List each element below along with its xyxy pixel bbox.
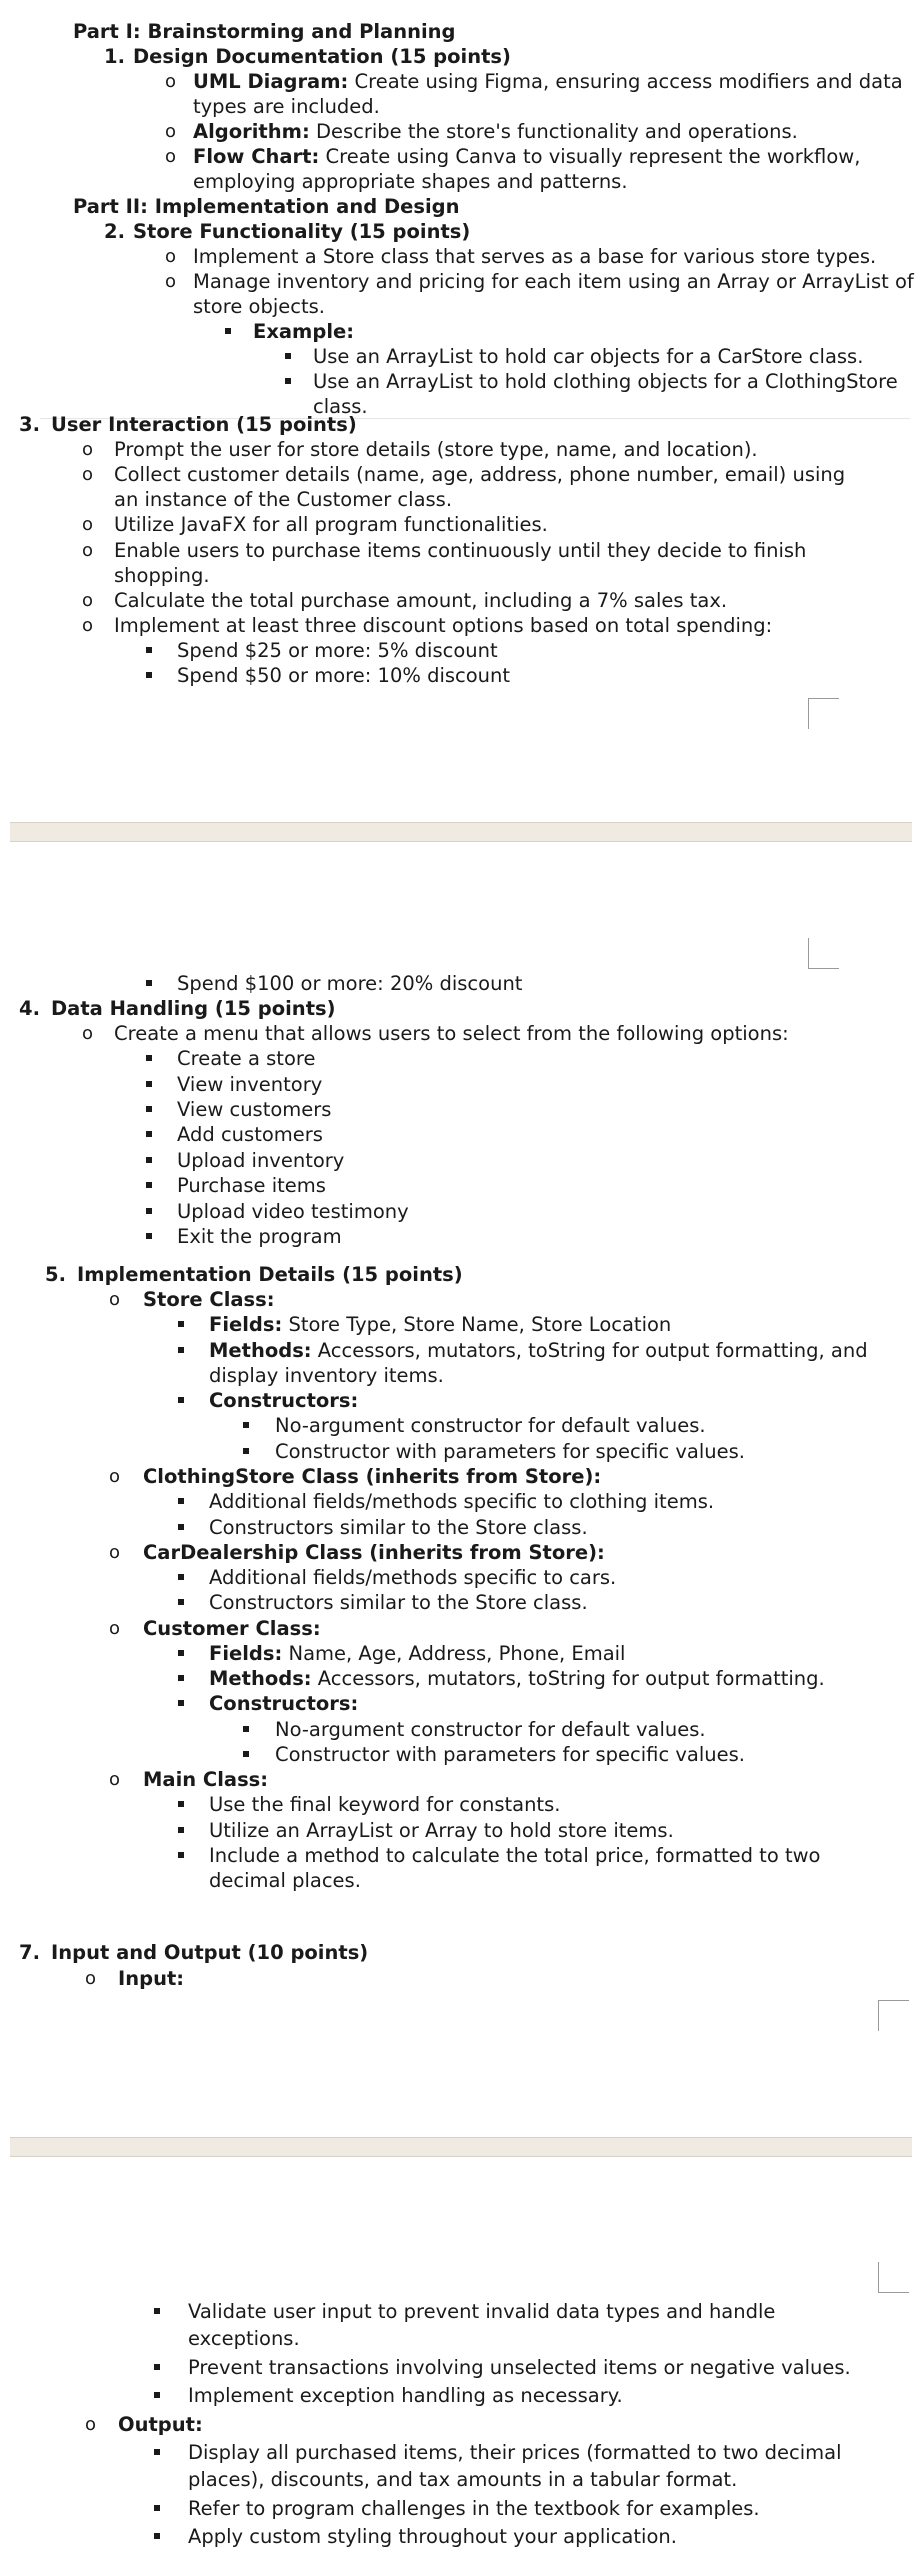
square-bullet-icon xyxy=(146,980,152,986)
page-corner-mark xyxy=(878,2000,909,2031)
square-bullet-icon xyxy=(178,1827,184,1833)
item3-number: 3. xyxy=(19,413,40,436)
square-bullet-icon xyxy=(154,2533,160,2539)
page-corner-mark xyxy=(808,938,839,969)
circle-bullet-icon: o xyxy=(82,615,94,636)
square-bullet-icon xyxy=(243,1422,249,1428)
store-param-constructor: Constructor with parameters for specific values. xyxy=(275,1440,745,1463)
circle-bullet-icon: o xyxy=(82,514,94,535)
square-bullet-icon xyxy=(146,1182,152,1188)
car-class-heading: CarDealership Class (inherits from Store): xyxy=(143,1541,605,1564)
menu-option: Create a store xyxy=(177,1047,316,1070)
part2-heading: Part II: Implementation and Design xyxy=(73,195,460,218)
customer-methods-text: Accessors, mutators, toString for output formatting. xyxy=(311,1667,825,1690)
discount-3: Spend $100 or more: 20% discount xyxy=(177,972,523,995)
square-bullet-icon xyxy=(178,1498,184,1504)
flowchart-text-cont: employing appropriate shapes and patterns. xyxy=(193,170,628,193)
circle-bullet-icon: o xyxy=(165,71,177,92)
page-break xyxy=(10,2137,912,2157)
store-noarg-constructor: No-argument constructor for default values. xyxy=(275,1414,706,1437)
circle-bullet-icon: o xyxy=(109,1769,121,1790)
customer-methods xyxy=(209,1666,825,1691)
uml-text: Create using Figma, ensuring access modifiers and data xyxy=(348,70,903,93)
part1-heading: Part I: Brainstorming and Planning xyxy=(73,20,456,43)
flowchart-item xyxy=(193,144,860,169)
user-interaction-2-cont: an instance of the Customer class. xyxy=(114,488,453,511)
methods-label: Methods: xyxy=(209,1667,312,1690)
algorithm-label: Algorithm: xyxy=(193,120,310,143)
store-fields-text: Store Type, Store Name, Store Location xyxy=(282,1313,672,1336)
square-bullet-icon xyxy=(225,328,231,334)
example-2: Use an ArrayList to hold clothing objects for a ClothingStore xyxy=(313,370,898,393)
menu-option: Exit the program xyxy=(177,1225,342,1248)
customer-fields xyxy=(209,1641,625,1666)
store-class-heading: Store Class: xyxy=(143,1288,275,1311)
circle-bullet-icon: o xyxy=(109,1542,121,1563)
square-bullet-icon xyxy=(146,1131,152,1137)
square-bullet-icon xyxy=(285,378,291,384)
page-corner-mark xyxy=(878,2262,909,2293)
main-item-1: Use the final keyword for constants. xyxy=(209,1793,561,1816)
flowchart-text: Create using Canva to visually represent the workflow, xyxy=(319,145,861,168)
user-interaction-1: Prompt the user for store details (store type, name, and location). xyxy=(114,438,758,461)
output-item-1: Display all purchased items, their prices (formatted to two decimal xyxy=(188,2441,842,2464)
user-interaction-6: Implement at least three discount options based on total spending: xyxy=(114,614,773,637)
menu-option: Add customers xyxy=(177,1123,323,1146)
customer-constructors-label: Constructors: xyxy=(209,1692,359,1715)
circle-bullet-icon: o xyxy=(82,439,94,460)
input-item-1-cont: exceptions. xyxy=(188,2327,300,2350)
store-func-1: Implement a Store class that serves as a base for various store types. xyxy=(193,245,877,268)
square-bullet-icon xyxy=(178,1700,184,1706)
car-constructors: Constructors similar to the Store class. xyxy=(209,1591,588,1614)
square-bullet-icon xyxy=(154,2308,160,2314)
item1-heading: Design Documentation (15 points) xyxy=(133,45,511,68)
input-item-2: Prevent transactions involving unselected items or negative values. xyxy=(188,2356,851,2379)
input-label: Input: xyxy=(118,1967,185,1990)
customer-fields-text: Name, Age, Address, Phone, Email xyxy=(282,1642,626,1665)
item5-heading: Implementation Details (15 points) xyxy=(77,1263,463,1286)
store-methods xyxy=(209,1338,868,1363)
circle-bullet-icon: o xyxy=(82,590,94,611)
output-item-2: Refer to program challenges in the textbook for examples. xyxy=(188,2497,760,2520)
circle-bullet-icon: o xyxy=(82,1023,94,1044)
menu-option: Upload video testimony xyxy=(177,1200,409,1223)
page-break xyxy=(10,822,912,842)
car-fields: Additional fields/methods specific to cars. xyxy=(209,1566,617,1589)
customer-param-constructor: Constructor with parameters for specific values. xyxy=(275,1743,745,1766)
clothing-fields: Additional fields/methods specific to clothing items. xyxy=(209,1490,715,1513)
circle-bullet-icon: o xyxy=(165,246,177,267)
user-interaction-5: Calculate the total purchase amount, including a 7% sales tax. xyxy=(114,589,728,612)
circle-bullet-icon: o xyxy=(109,1466,121,1487)
item5-number: 5. xyxy=(45,1263,66,1286)
menu-option: View inventory xyxy=(177,1073,323,1096)
item1-number: 1. xyxy=(104,45,125,68)
uml-text-cont: types are included. xyxy=(193,95,380,118)
square-bullet-icon xyxy=(243,1751,249,1757)
customer-noarg-constructor: No-argument constructor for default values. xyxy=(275,1718,706,1741)
square-bullet-icon xyxy=(178,1675,184,1681)
square-bullet-icon xyxy=(146,1157,152,1163)
square-bullet-icon xyxy=(154,2364,160,2370)
square-bullet-icon xyxy=(285,353,291,359)
square-bullet-icon xyxy=(178,1599,184,1605)
clothing-class-heading: ClothingStore Class (inherits from Store): xyxy=(143,1465,602,1488)
item2-number: 2. xyxy=(104,220,125,243)
fields-label: Fields: xyxy=(209,1642,283,1665)
output-label: Output: xyxy=(118,2413,203,2436)
item4-heading: Data Handling (15 points) xyxy=(51,997,336,1020)
item7-heading: Input and Output (10 points) xyxy=(51,1941,369,1964)
square-bullet-icon xyxy=(178,1801,184,1807)
circle-bullet-icon: o xyxy=(165,146,177,167)
uml-label: UML Diagram: xyxy=(193,70,349,93)
algorithm-item xyxy=(193,119,798,144)
main-item-3-cont: decimal places. xyxy=(209,1869,361,1892)
square-bullet-icon xyxy=(146,647,152,653)
discount-1: Spend $25 or more: 5% discount xyxy=(177,639,498,662)
user-interaction-2: Collect customer details (name, age, address, phone number, email) using xyxy=(114,463,846,486)
example-label: Example: xyxy=(253,320,355,343)
input-item-1: Validate user input to prevent invalid data types and handle xyxy=(188,2300,776,2323)
square-bullet-icon xyxy=(146,672,152,678)
algorithm-text: Describe the store's functionality and operations. xyxy=(309,120,798,143)
circle-bullet-icon: o xyxy=(82,464,94,485)
main-item-2: Utilize an ArrayList or Array to hold store items. xyxy=(209,1819,674,1842)
item2-heading: Store Functionality (15 points) xyxy=(133,220,471,243)
store-constructors-label: Constructors: xyxy=(209,1389,359,1412)
input-item-3: Implement exception handling as necessary. xyxy=(188,2384,623,2407)
menu-option: View customers xyxy=(177,1098,332,1121)
square-bullet-icon xyxy=(154,2449,160,2455)
menu-option: Purchase items xyxy=(177,1174,326,1197)
square-bullet-icon xyxy=(146,1208,152,1214)
square-bullet-icon xyxy=(146,1106,152,1112)
square-bullet-icon xyxy=(154,2505,160,2511)
store-methods-cont: display inventory items. xyxy=(209,1364,444,1387)
square-bullet-icon xyxy=(243,1726,249,1732)
output-item-3: Apply custom styling throughout your application. xyxy=(188,2525,677,2548)
user-interaction-4-cont: shopping. xyxy=(114,564,210,587)
customer-class-heading: Customer Class: xyxy=(143,1617,321,1640)
user-interaction-4: Enable users to purchase items continuously until they decide to finish xyxy=(114,539,807,562)
circle-bullet-icon: o xyxy=(85,2414,97,2435)
square-bullet-icon xyxy=(146,1055,152,1061)
methods-label: Methods: xyxy=(209,1339,312,1362)
square-bullet-icon xyxy=(154,2392,160,2398)
page-corner-mark xyxy=(808,698,839,729)
output-item-1-cont: places), discounts, and tax amounts in a tabular format. xyxy=(188,2468,738,2491)
circle-bullet-icon: o xyxy=(109,1618,121,1639)
circle-bullet-icon: o xyxy=(85,1968,97,1989)
circle-bullet-icon: o xyxy=(82,540,94,561)
user-interaction-3: Utilize JavaFX for all program functionalities. xyxy=(114,513,548,536)
store-func-2-cont: store objects. xyxy=(193,295,325,318)
item3-heading: User Interaction (15 points) xyxy=(51,413,357,436)
circle-bullet-icon: o xyxy=(165,271,177,292)
example-2-cont: class. xyxy=(313,395,368,418)
uml-item xyxy=(193,69,903,94)
square-bullet-icon xyxy=(146,1081,152,1087)
circle-bullet-icon: o xyxy=(109,1289,121,1310)
discount-2: Spend $50 or more: 10% discount xyxy=(177,664,511,687)
square-bullet-icon xyxy=(178,1347,184,1353)
example-1: Use an ArrayList to hold car objects for a CarStore class. xyxy=(313,345,864,368)
square-bullet-icon xyxy=(243,1448,249,1454)
square-bullet-icon xyxy=(178,1524,184,1530)
square-bullet-icon xyxy=(178,1852,184,1858)
square-bullet-icon xyxy=(146,1233,152,1239)
flowchart-label: Flow Chart: xyxy=(193,145,320,168)
menu-intro: Create a menu that allows users to select from the following options: xyxy=(114,1022,789,1045)
item4-number: 4. xyxy=(19,997,40,1020)
store-fields xyxy=(209,1312,671,1337)
fields-label: Fields: xyxy=(209,1313,283,1336)
menu-option: Upload inventory xyxy=(177,1149,345,1172)
square-bullet-icon xyxy=(178,1397,184,1403)
main-class-heading: Main Class: xyxy=(143,1768,269,1791)
store-methods-text: Accessors, mutators, toString for output formatting, and xyxy=(311,1339,868,1362)
store-func-2: Manage inventory and pricing for each item using an Array or ArrayList of xyxy=(193,270,914,293)
square-bullet-icon xyxy=(178,1650,184,1656)
circle-bullet-icon: o xyxy=(165,121,177,142)
main-item-3: Include a method to calculate the total price, formatted to two xyxy=(209,1844,821,1867)
square-bullet-icon xyxy=(178,1321,184,1327)
clothing-constructors: Constructors similar to the Store class. xyxy=(209,1516,588,1539)
square-bullet-icon xyxy=(178,1574,184,1580)
item7-number: 7. xyxy=(19,1941,40,1964)
